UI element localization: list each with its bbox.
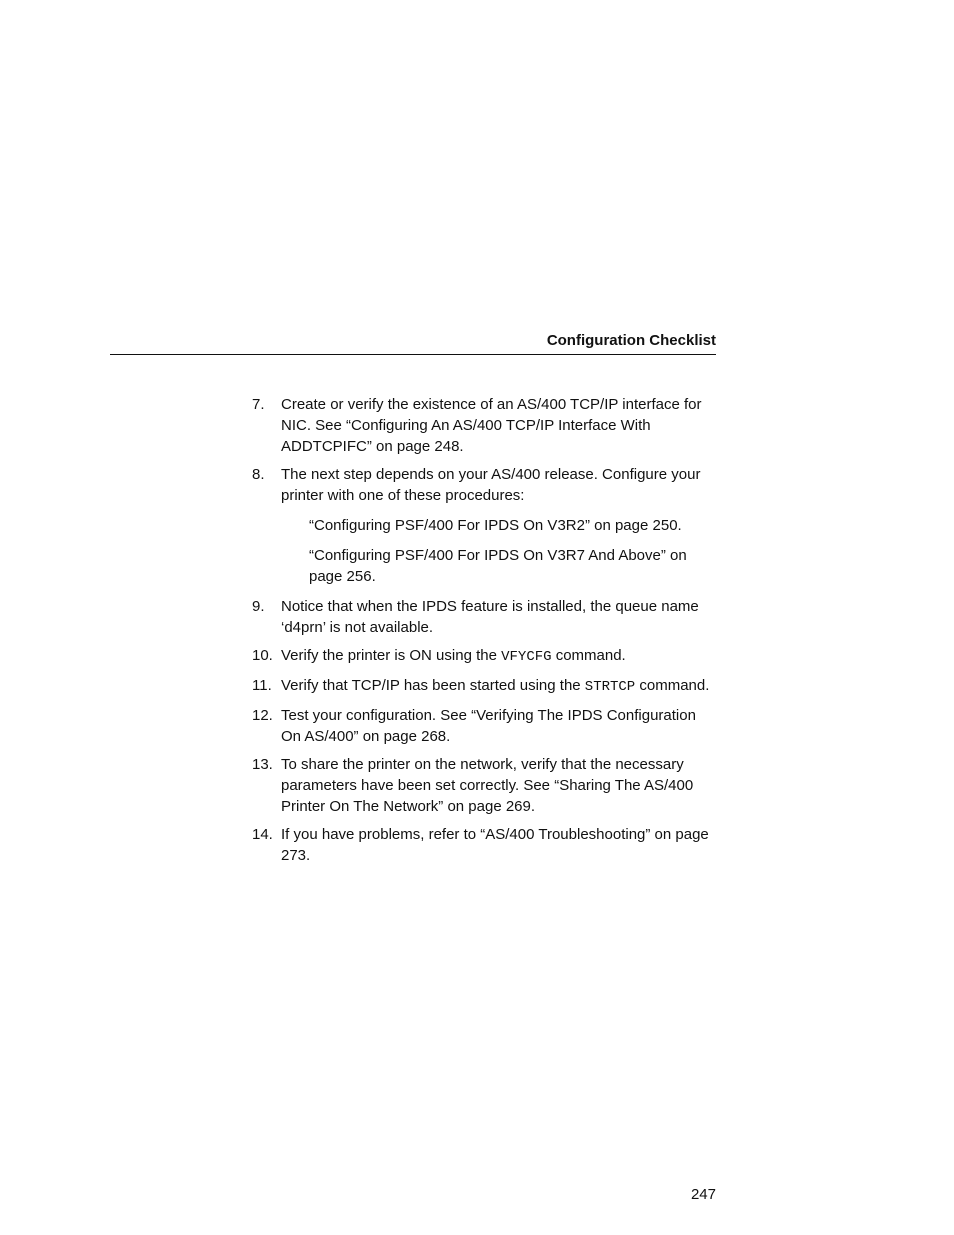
step-number: 14. <box>252 826 273 843</box>
procedure-options <box>309 515 720 587</box>
running-header-title: Configuration Checklist <box>546 332 716 349</box>
step-number: 12. <box>252 707 273 724</box>
step-text <box>281 645 720 668</box>
page-number: 247 <box>690 1186 716 1203</box>
step-7 <box>252 394 720 457</box>
step-number: 7. <box>252 396 265 413</box>
step-12 <box>252 705 720 747</box>
step-number: 8. <box>252 466 265 483</box>
step-14 <box>252 824 720 866</box>
step-text: Notice that when the IPDS feature is installed, the queue name ‘d4prn’ is not available. <box>281 598 699 636</box>
step-10 <box>252 645 720 668</box>
step-number: 11. <box>252 677 272 694</box>
step-text: Test your configuration. See “Verifying The IPDS Configuration On AS/400” on page 268. <box>281 707 696 745</box>
step-number: 9. <box>252 598 265 615</box>
procedure-reference-v3r7: “Configuring PSF/400 For IPDS On V3R7 And Above” on page 256. <box>309 547 687 585</box>
command-code: STRTCP <box>584 679 636 695</box>
step-text-after: command. <box>635 677 710 694</box>
step-text: If you have problems, refer to “AS/400 Troubleshooting” on page 273. <box>281 826 709 864</box>
step-text-after: command. <box>551 647 626 664</box>
step-text: Create or verify the existence of an AS/400 TCP/IP interface for NIC. See “Configuring An AS/400 TCP/IP Interface With ADDTCPIFC” on page 248. <box>281 396 702 455</box>
step-text: To share the printer on the network, verify that the necessary parameters have been set correctly. See “Sharing The AS/400 Printer On The Network” on page 269. <box>281 756 694 815</box>
step-11 <box>252 675 720 698</box>
step-text: The next step depends on your AS/400 release. Configure your printer with one of these procedures: <box>281 466 701 504</box>
step-13 <box>252 754 720 817</box>
step-number: 10. <box>252 647 273 664</box>
step-8 <box>252 464 720 587</box>
header-divider <box>110 354 716 355</box>
step-text <box>281 675 720 698</box>
command-code: VFYCFG <box>501 649 552 665</box>
checklist-steps <box>252 394 720 873</box>
procedure-reference-v3r2: “Configuring PSF/400 For IPDS On V3R2” on page 250. <box>309 517 682 534</box>
step-9 <box>252 596 720 638</box>
step-text-before: Verify that TCP/IP has been started using the <box>281 677 585 694</box>
step-number: 13. <box>252 756 273 773</box>
step-text-before: Verify the printer is ON using the <box>281 647 502 664</box>
